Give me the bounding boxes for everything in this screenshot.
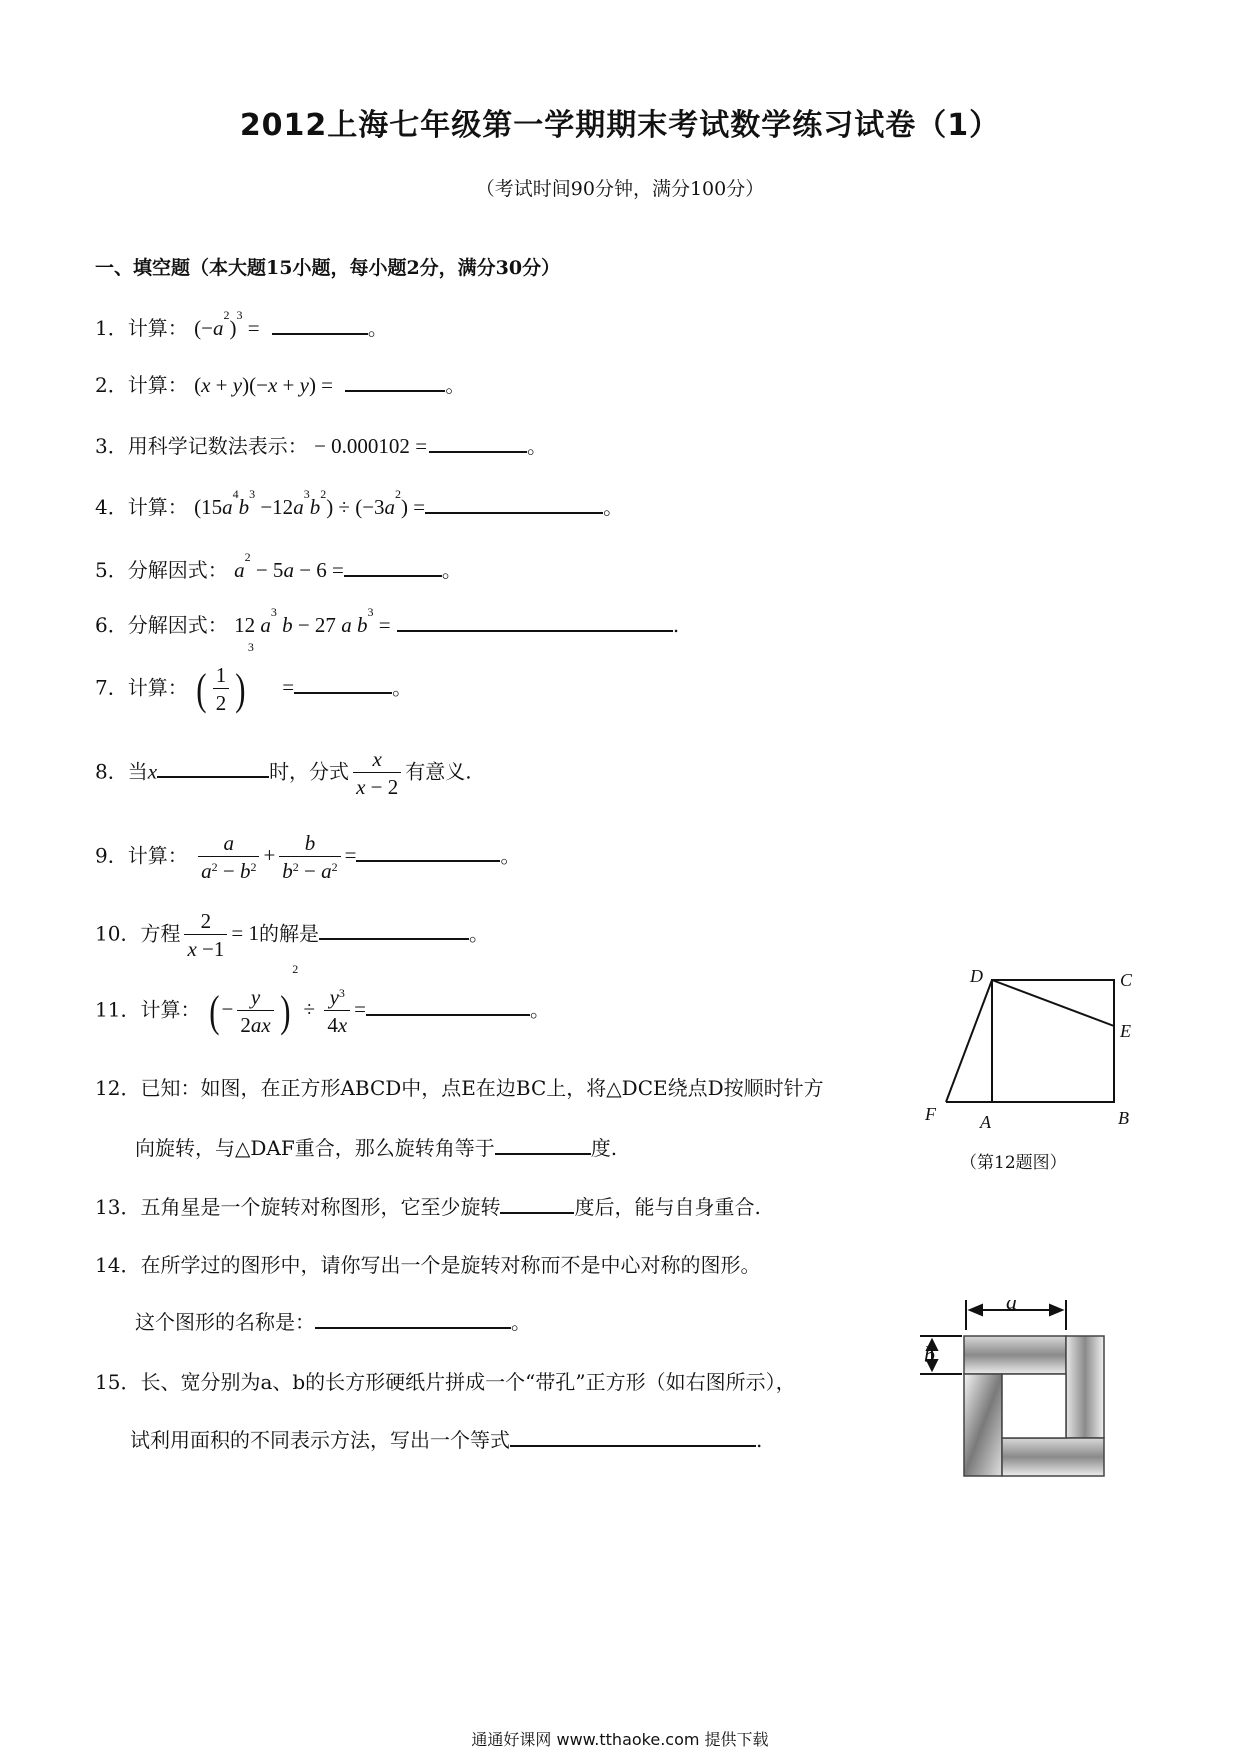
expression: $(-a^2)^3$ =	[194, 308, 260, 340]
question-11: 11．计算： ( − $\frac{y}{2ax}$ )$^2$ ÷ $\frac{y^3}{4x}$ = 。	[95, 962, 550, 1037]
rect-right	[1066, 1336, 1104, 1438]
answer-blank[interactable]	[344, 557, 442, 577]
question-10: 10．方程 $\frac{2}{x -1}$ = 1的解是 。	[95, 909, 489, 961]
question-12: 12．已知：如图，在正方形ABCD中，点E在边BC上，将△DCE绕点D按顺时针方	[95, 1076, 824, 1100]
answer-blank[interactable]	[429, 433, 527, 453]
question-14: 14．在所学过的图形中，请你写出一个是旋转对称而不是中心对称的图形。	[95, 1253, 761, 1277]
label-c: C	[1120, 970, 1133, 990]
expression: $a^2 - 5a - 6$ =	[234, 550, 344, 582]
question-5: 5．分解因式： $a^2 - 5a - 6$ = 。	[95, 550, 462, 582]
expression: $\frac{a}{a^2 - b^2}$ + $\frac{b}{b^2 - a^2}$ =	[194, 843, 356, 867]
question-12-line2: 向旋转，与△DAF重合，那么旋转角等于 度.	[135, 1136, 618, 1160]
segment-de	[992, 980, 1114, 1026]
figure-caption: （第12题图）	[960, 1153, 1067, 1173]
rect-top	[964, 1336, 1066, 1374]
expression: ( − $\frac{y}{2ax}$ )$^2$ ÷ $\frac{y^3}{4x}$ =	[209, 962, 366, 1037]
section-heading: 一、填空题（本大题15小题，每小题2分，满分30分）	[95, 257, 561, 279]
answer-blank[interactable]	[356, 842, 500, 862]
rect-bottom	[1002, 1438, 1104, 1476]
question-7: 7．计算： ( $\frac{1}{2}$ )$^3$ = 。	[95, 640, 413, 715]
question-13: 13．五角星是一个旋转对称图形，它至少旋转 度后，能与自身重合.	[95, 1195, 761, 1219]
question-4: 4．计算： $(15a^4b^3 -12a^3b^2) \div (-3a^2)$ = 。	[95, 487, 624, 519]
label-f: F	[925, 1104, 936, 1124]
answer-blank[interactable]	[495, 1135, 591, 1155]
label-b: b	[924, 1342, 935, 1367]
label-e: E	[1120, 1021, 1131, 1041]
question-14-line2: 这个图形的名称是： 。	[135, 1310, 531, 1334]
question-9: 9．计算： $\frac{a}{a^2 - b^2}$ + $\frac{b}{b^2 - a^2}$ = 。	[95, 831, 521, 883]
question-3: 3．用科学记数法表示： − 0.000102 = 。	[95, 434, 548, 458]
fraction: $\frac{x}{x - 2}$	[349, 759, 405, 783]
figure-square-rotation	[920, 960, 1140, 1150]
answer-blank[interactable]	[425, 494, 603, 514]
figure-holed-square	[920, 1300, 1140, 1500]
answer-blank[interactable]	[345, 372, 445, 392]
question-15: 15．长、宽分别为a、b的长方形硬纸片拼成一个“带孔”正方形（如右图所示），	[95, 1370, 796, 1394]
answer-blank[interactable]	[272, 315, 368, 335]
answer-blank[interactable]	[315, 1309, 511, 1329]
footer-text: 通通好课网 www.tthaoke.com 提供下载	[471, 1730, 769, 1749]
label-b: B	[1118, 1108, 1129, 1128]
expression: − 0.000102	[314, 434, 410, 458]
question-8: 8．当x 时，分式 $\frac{x}{x - 2}$ 有意义.	[95, 747, 472, 799]
expression: $(15a^4b^3 -12a^3b^2) \div (-3a^2)$ =	[194, 487, 426, 519]
answer-blank[interactable]	[397, 612, 673, 632]
answer-blank[interactable]	[500, 1194, 574, 1214]
answer-blank[interactable]	[157, 758, 269, 778]
expression: $\frac{2}{x -1}$ = 1	[180, 921, 259, 945]
exam-info: （考试时间90分钟，满分100分）	[475, 178, 765, 200]
segment-df	[946, 980, 992, 1102]
page-title: 2012上海七年级第一学期期末考试数学练习试卷（1）	[239, 108, 1001, 143]
label-d: D	[970, 966, 983, 986]
question-6: 6．分解因式： 12 $a^3$ b − 27 a $b^3$ = .	[95, 605, 680, 637]
label-a: A	[980, 1112, 991, 1132]
answer-blank[interactable]	[366, 996, 530, 1016]
expression: ( $\frac{1}{2}$ )$^3$	[196, 640, 254, 715]
label-a: a	[1006, 1300, 1017, 1314]
question-1: 1．计算： $(-a^2)^3$ = 。	[95, 308, 388, 340]
expression: (x + y)(−x + y) =	[194, 373, 334, 397]
center-hole	[1002, 1374, 1066, 1438]
answer-blank[interactable]	[294, 674, 392, 694]
rect-left	[964, 1374, 1002, 1476]
expression: 12 $a^3$ b − 27 a $b^3$ =	[234, 605, 391, 637]
answer-blank[interactable]	[510, 1427, 756, 1447]
question-15-line2: 试利用面积的不同表示方法，写出一个等式 .	[130, 1428, 763, 1452]
question-2: 2．计算： (x + y)(−x + y) = 。	[95, 373, 466, 397]
square-abcd	[992, 980, 1114, 1102]
answer-blank[interactable]	[319, 920, 469, 940]
